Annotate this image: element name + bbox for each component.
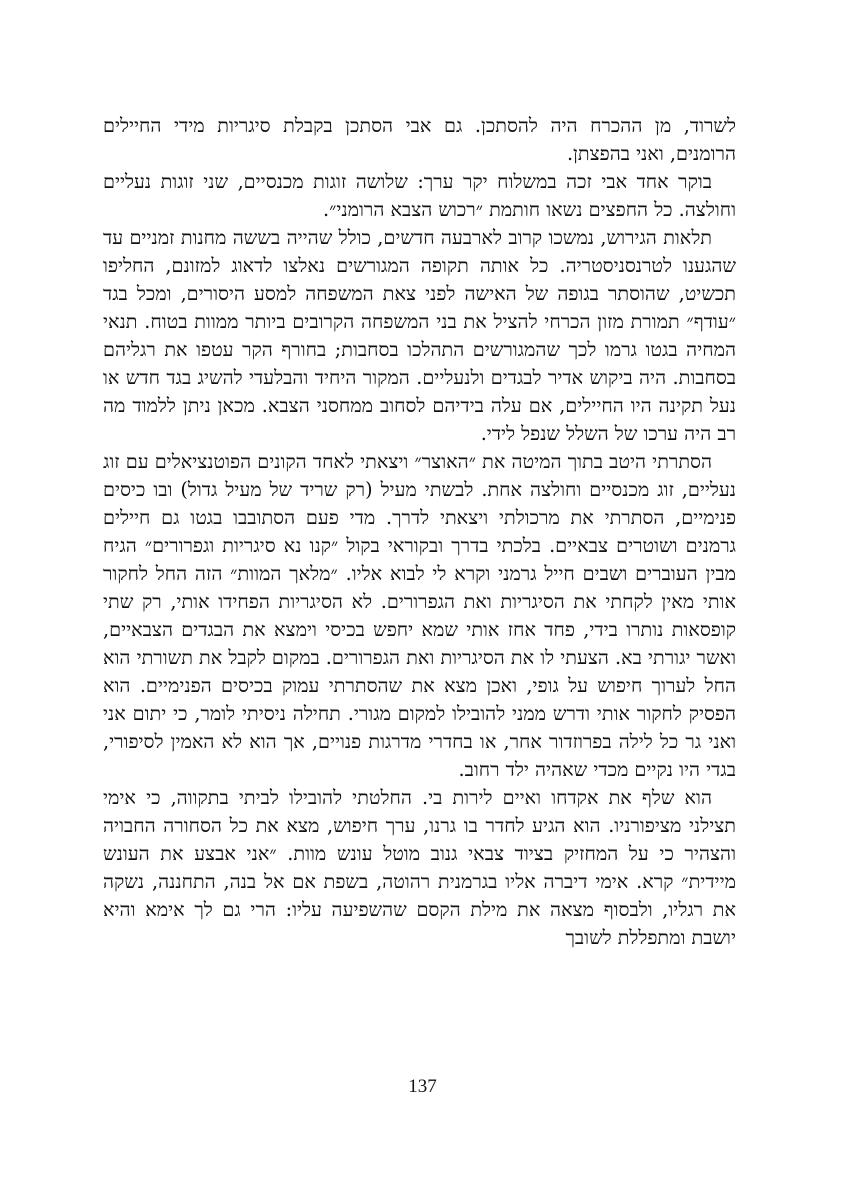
paragraph-shipment: בוקר אחד אבי זכה במשלוח יקר ערך: שלושה זוגות מכנסיים, שני זוגות נעליים וחולצה. כל החפצים נשאו חותמת ״רכוש הצבא הרומני״. [103,170,736,221]
paragraph-deportation: תלאות הגירוש, נמשכו קרוב לארבעה חדשים, כולל שהייה בששה מחנות זמניים עד שהגענו לטרנסניסטריה. כל אותה תקופה המגורשים נאלצו לדאוג למזונם, החליפו תכשיט, שהוסתר בגופה של האישה לפני צאת המשפחה למסע היסורים, ומכל בגד ״עודף״ תמורת מזון הכרחי להציל את בני המשפחה הקרובים ביותר ממוות בטוח. תנאי המחיה בגטו גרמו לכך שהמגורשים התהלכו בסחבות; בחורף הקר עטפו את רגליהם בסחבות. היה ביקוש אדיר לבגדים ולנעליים. המקור היחיד והבלעדי להשיג בגד חדש או נעל תקינה היו החיילים, אם עלה בידיהם לסחוב ממחסני הצבא. מכאן ניתן ללמוד מה רב היה ערכו של השלל שנפל לידי. [103,226,736,445]
paragraph-continuation: לשרוד, מן ההכרח היה להסתכן. גם אבי הסתכן בקבלת סיגריות מידי החיילים הרומנים, ואני בהפצתן. [103,114,736,165]
document-body [103,112,736,952]
page-number: 137 [408,1076,437,1097]
paragraph-german-soldier: הסתרתי היטב בתוך המיטה את ״האוצר״ ויצאתי לאחד הקונים הפוטנציאלים עם זוג נעליים, זוג מכנסיים וחולצה אחת. לבשתי מעיל (רק שריד של מעיל גדול) ובו כיסים פנימיים, הסתרתי את מרכולתי ויצאתי לדרך. מדי פעם הסתובבו בגטו גם חיילים גרמנים ושוטרים צבאיים. בלכתי בדרך ובקוראי בקול ״קנו נא סיגריות וגפרורים״ הגיח מבין העוברים ושבים חייל גרמני וקרא לי לבוא אליו. ״מלאך המוות״ הזה החל לחקור אותי מאין לקחתי את הסיגריות ואת הגפרורים. לא הסיגריות הפחידו אותי, רק שתי קופסאות נותרו בידי, פחד אחז אותי שמא יחפש בכיסי וימצא את הבגדים הצבאיים, ואשר יגורתי בא. הצעתי לו את הסיגריות ואת הגפרורים. במקום לקבל את תשורתי הוא החל לערוך חיפוש על גופי, ואכן מצא את שהסתרתי עמוק בכיסים הפנימיים. הוא הפסיק לחקור אותי ודרש ממני להובילו למקום מגורי. תחילה ניסיתי לומר, כי יתום אני ואני גר כל לילה בפרוזדור אחר, או בחדרי מדרגות פנויים, אך הוא לא האמין לסיפורי, בגדי היו נקיים מכדי שאהיה ילד רחוב. [103,450,736,781]
paragraph-pistol: הוא שלף את אקדחו ואיים לירות בי. החלטתי להובילו לביתי בתקווה, כי אימי תצילני מציפורניו. הוא הגיע לחדר בו גרנו, ערך חיפוש, מצא את כל הסחורה החבויה והצהיר כי על המחזיק בציוד צבאי גנוב מוטל עונש מוות. ״אני אבצע את העונש מיידית״ קרא. אימי דיברה אליו בגרמנית רהוטה, בשפת אם אל בנה, התחננה, נשקה את רגליו, ולבסוף מצאה את מילת הקסם שהשפיעה עליו: הרי גם לך אימא והיא יושבת ומתפללת לשובך [103,786,736,949]
